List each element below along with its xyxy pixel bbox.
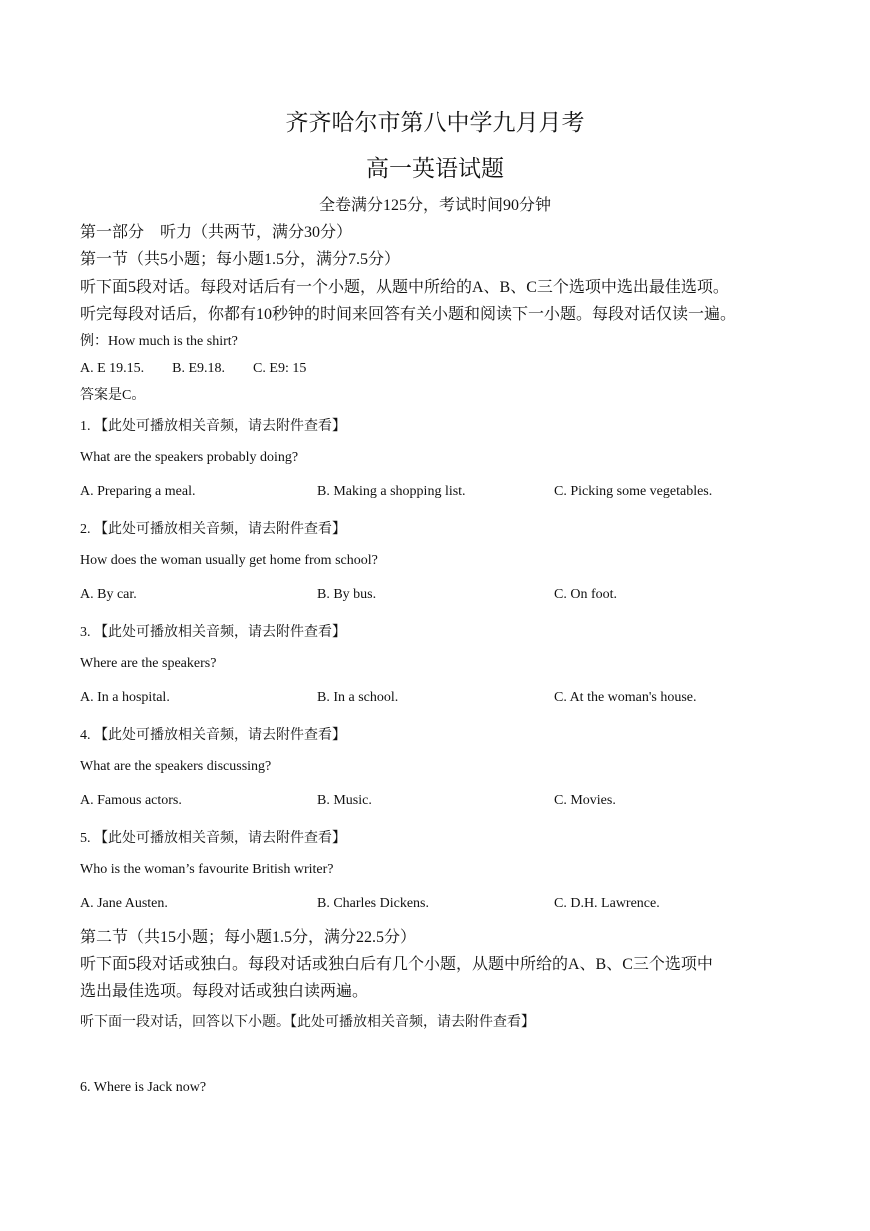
question-5-option-c: C. D.H. Lawrence. bbox=[554, 896, 660, 911]
question-4-option-c: C. Movies. bbox=[554, 793, 616, 808]
question-2-text: How does the woman usually get home from school? bbox=[80, 553, 378, 568]
question-4-audio[interactable]: 4. 【此处可播放相关音频，请去附件查看】 bbox=[80, 728, 346, 743]
question-1-audio[interactable]: 1. 【此处可播放相关音频，请去附件查看】 bbox=[80, 419, 346, 434]
question-3-text: Where are the speakers? bbox=[80, 656, 217, 671]
section1-heading: 第一节（共5小题；每小题1.5分，满分7.5分） bbox=[80, 251, 401, 268]
example-question: 例：How much is the shirt? bbox=[80, 334, 238, 349]
section2-sub-instruction[interactable]: 听下面一段对话，回答以下小题。【此处可播放相关音频，请去附件查看】 bbox=[80, 1015, 535, 1030]
section2-instruction-line1: 听下面5段对话或独白。每段对话或独白后有几个小题，从题中所给的A、B、C三个选项中 bbox=[80, 956, 713, 973]
question-4-option-b: B. Music. bbox=[317, 793, 372, 808]
part1-heading: 第一部分 听力（共两节，满分30分） bbox=[80, 224, 353, 241]
question-4-text: What are the speakers discussing? bbox=[80, 759, 272, 774]
question-5-audio[interactable]: 5. 【此处可播放相关音频，请去附件查看】 bbox=[80, 831, 346, 846]
question-2-option-c: C. On foot. bbox=[554, 587, 617, 602]
example-answer: 答案是C。 bbox=[80, 388, 146, 403]
question-6-text: 6. Where is Jack now? bbox=[80, 1080, 207, 1095]
question-1-text: What are the speakers probably doing? bbox=[80, 450, 299, 465]
section2-instruction-line2: 选出最佳选项。每段对话或独白读两遍。 bbox=[80, 983, 369, 1000]
exam-title: 齐齐哈尔市第八中学九月月考 bbox=[285, 110, 585, 135]
question-3-option-b: B. In a school. bbox=[317, 690, 399, 705]
question-2-option-b: B. By bus. bbox=[317, 587, 377, 602]
question-3-option-a: A. In a hospital. bbox=[80, 690, 170, 705]
question-2-option-a: A. By car. bbox=[80, 587, 137, 602]
question-1-option-b: B. Making a shopping list. bbox=[317, 484, 466, 499]
example-options: A. E 19.15. B. E9.18. C. E9: 15 bbox=[80, 361, 307, 376]
section1-instruction-line2: 听完每段对话后，你都有10秒钟的时间来回答有关小题和阅读下一小题。每段对话仅读一遍。 bbox=[80, 306, 737, 323]
exam-info: 全卷满分125分，考试时间90分钟 bbox=[318, 197, 551, 214]
question-1-option-c: C. Picking some vegetables. bbox=[554, 484, 713, 499]
exam-subtitle: 高一英语试题 bbox=[366, 156, 504, 181]
question-4-option-a: A. Famous actors. bbox=[80, 793, 182, 808]
question-1-option-a: A. Preparing a meal. bbox=[80, 484, 196, 499]
section1-instruction-line1: 听下面5段对话。每段对话后有一个小题，从题中所给的A、B、C三个选项中选出最佳选项。 bbox=[80, 279, 729, 296]
question-3-option-c: C. At the woman's house. bbox=[554, 690, 697, 705]
section2-heading: 第二节（共15小题；每小题1.5分，满分22.5分） bbox=[80, 929, 417, 946]
question-5-option-b: B. Charles Dickens. bbox=[317, 896, 429, 911]
question-5-option-a: A. Jane Austen. bbox=[80, 896, 168, 911]
question-2-audio[interactable]: 2. 【此处可播放相关音频，请去附件查看】 bbox=[80, 522, 346, 537]
question-3-audio[interactable]: 3. 【此处可播放相关音频，请去附件查看】 bbox=[80, 625, 346, 640]
question-5-text: Who is the woman’s favourite British writer? bbox=[80, 862, 334, 877]
